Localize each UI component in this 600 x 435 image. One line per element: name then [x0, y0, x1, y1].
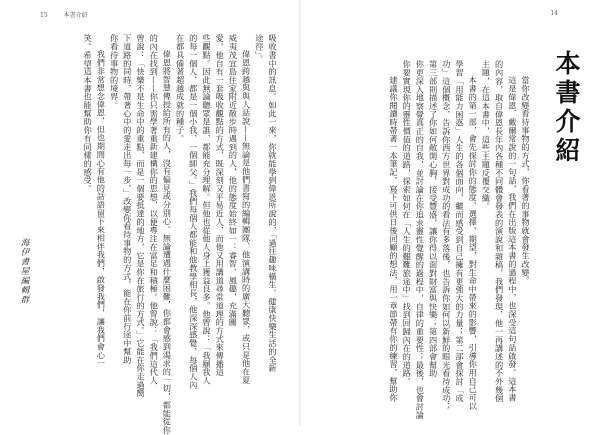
right-page-body — [387, 60, 532, 420]
left-page — [0, 0, 299, 435]
left-page-number: 15 — [40, 12, 48, 19]
left-paragraph: 偉恩將智慧傳授給所有的人，沒有偏見或分別心。無論遭遇什麼困難，你都會感到渴求的一切，都能從你 — [162, 50, 173, 435]
left-paragraph: 威夷茂宜島住家附近散步時遇到的人，他的態度始終如一：睿智、風趣，充滿關 — [228, 34, 239, 327]
left-page-body — [81, 34, 279, 435]
left-paragraph: 下道路的同時，帶著心中的愛走出每一步，」改變你看待事物的方式，能在你前行途中幫助 — [122, 34, 133, 364]
right-paragraph: 本書的第一部，會先探討你的態度、選擇、期望，對生命中帶來的影響，引導你用自己可以 — [468, 76, 479, 411]
right-page — [301, 0, 600, 426]
right-paragraph: 學習「用能力困惑」人生的各個面向，繼而感受到自己擁有更強大的力量；第二部會探討「成 — [454, 60, 465, 403]
right-paragraph: 的內容，取自偉恩長年內各種不同體會發表的演說和雜稿，我們發現，他一再講述的不外幾個 — [494, 60, 505, 403]
left-paragraph: 你看待事物的境界。 — [109, 34, 120, 110]
left-paragraph: 吸收書中的訊息。如此一來，你就能學到偉恩所說的，「過往趣味橫生、健康快樂生活的全新 — [268, 34, 278, 373]
left-paragraph: 些觀點。因此無論聽眾是誰，都能充分理解。但他也從他人身上獲益良多。他曾說：「我願我人 — [201, 34, 212, 385]
left-paragraph: 愛。他自有一套吸收觀點的方式，既深刻又平易近人，而他又用講道尋常道理的方式來傳播這 — [215, 34, 226, 377]
left-paragraph: 我們非常想念偉恩，但也期間心有他的話語留下來相伴我們，啟發我們，讓我們會心一 — [96, 50, 107, 368]
right-paragraph: 主題，在這本書中，這些主題反覆交織。 — [481, 60, 492, 211]
left-paragraph: 途徑」。 — [254, 34, 265, 64]
editor-signature: 海伊書屋編輯群 — [19, 238, 29, 305]
right-paragraph: 第三部則描述了你如何敞開心胸，接受豐盛，讓你得以面對財富與快樂；第四部會幫助 — [428, 60, 439, 378]
left-paragraph: 笑。希望這本書也能幫助你有同樣的感受。 — [83, 34, 94, 193]
right-paragraph: 你要實現你的靈性價值的道路，探索如何在「人生的艱難旅途中」找到回歸內在的道路。 — [402, 60, 413, 386]
right-paragraph: 你更深入地察覺真正的自我，並討論在你追求靈性覺醒的過程中，自律的重要性；最後，也會討論 — [415, 60, 426, 420]
chapter-title: 本書介紹 — [552, 50, 581, 166]
left-running-title: 本書介紹 — [63, 12, 88, 19]
right-paragraph: 建議你閱讀時帶著一本筆記，寫下可供日後回顧的想法，用一章節帶有你的練習，幫助你 — [388, 76, 399, 403]
right-paragraph: 這是偉恩．戴爾常說的一句話，我們在出版這本書的過程中，也深受這句話啟發。這本書 — [507, 76, 518, 403]
left-paragraph: 曾說：「快樂不是生命中的重點，而是一個要抵達的地方，它是你在旅行的方式。」它能在你走過嚮 — [135, 34, 146, 398]
left-paragraph: 的內在找到——你只需學著重新建構你的思想，以便專注在富足和積極。他曾說：「我們這代人 — [149, 34, 160, 385]
left-paragraph: 偉恩跨越與與人話說——無論是他們書寫的編輯團隊、他演講時的廣大聽眾，或只是他在夏 — [241, 50, 252, 385]
left-running-head — [40, 10, 102, 19]
right-paragraph: 當你改變看待事物的方式，你看著的事物就會發生改變。 — [521, 76, 531, 286]
right-paragraph: 功」這個概念，告訴你西方世界對成功的看法有多落後，也告訴你如何以新鮮的眼光看待成功； — [441, 60, 452, 411]
left-paragraph: 在都具備著超越成就的種子。 — [175, 34, 186, 143]
left-paragraph: 的每一個人，都是一個小我，一個師父。」我們每個人都能和他教學相長，他深深感覺，每個人內 — [188, 34, 199, 389]
right-page-number: 14 — [550, 10, 558, 17]
